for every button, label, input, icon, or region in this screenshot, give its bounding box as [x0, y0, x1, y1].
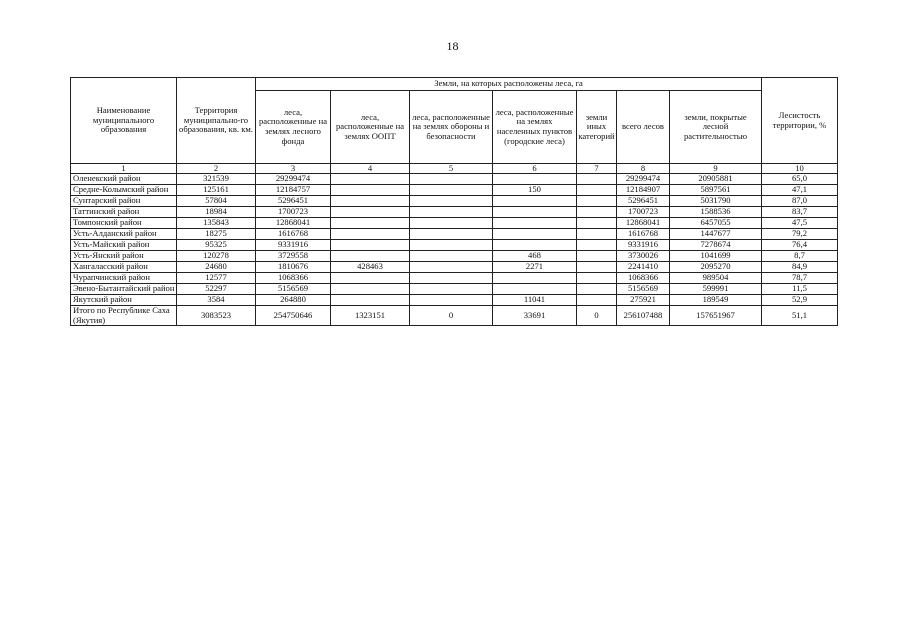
total-forest-cell: 12868041	[617, 218, 670, 229]
forest-fund-cell: 264880	[256, 295, 331, 306]
total-forest-cell: 1616768	[617, 229, 670, 240]
column-number: 6	[493, 164, 577, 174]
forest-cover-cell: 8,7	[762, 251, 838, 262]
forest-fund-cell: 1068366	[256, 273, 331, 284]
forest-cover-cell: 47,5	[762, 218, 838, 229]
settlements-cell	[493, 196, 577, 207]
territory-cell: 57804	[177, 196, 256, 207]
district-name-cell: Томпонский район	[71, 218, 177, 229]
forest-fund-cell: 1700723	[256, 207, 331, 218]
table-row	[71, 295, 838, 306]
table-row	[71, 273, 838, 284]
header-forest-cover: Лесистость территории, %	[762, 78, 838, 164]
defense-cell	[410, 251, 493, 262]
covered-area-cell: 2095270	[670, 262, 762, 273]
forest-cover-cell: 78,7	[762, 273, 838, 284]
defense-cell	[410, 218, 493, 229]
other-category-cell	[577, 262, 617, 273]
column-number: 10	[762, 164, 838, 174]
district-name-cell: Усть-Майский район	[71, 240, 177, 251]
territory-cell: 125161	[177, 185, 256, 196]
forest-fund-cell: 12184757	[256, 185, 331, 196]
table-row	[71, 240, 838, 251]
settlements-cell	[493, 273, 577, 284]
defense-cell	[410, 207, 493, 218]
district-name-cell: Итого по Республике Саха (Якутия)	[71, 306, 177, 326]
covered-area-cell: 1447677	[670, 229, 762, 240]
district-name-cell: Оленекский район	[71, 174, 177, 185]
covered-area-cell: 1588536	[670, 207, 762, 218]
total-forest-cell: 2241410	[617, 262, 670, 273]
table-row	[71, 196, 838, 207]
header-covered: земли, покрытые лесной растительностью	[670, 91, 762, 164]
district-name-cell: Хангаласский район	[71, 262, 177, 273]
territory-cell: 18275	[177, 229, 256, 240]
oopt-cell: 1323151	[331, 306, 410, 326]
covered-area-cell: 5897561	[670, 185, 762, 196]
territory-cell: 12577	[177, 273, 256, 284]
table-row	[71, 284, 838, 295]
covered-area-cell: 20905881	[670, 174, 762, 185]
territory-cell: 135843	[177, 218, 256, 229]
defense-cell	[410, 229, 493, 240]
other-category-cell	[577, 229, 617, 240]
oopt-cell	[331, 229, 410, 240]
covered-area-cell: 599991	[670, 284, 762, 295]
header-other: земли иных категорий	[577, 91, 617, 164]
covered-area-cell: 7278674	[670, 240, 762, 251]
column-number: 8	[617, 164, 670, 174]
oopt-cell	[331, 185, 410, 196]
column-number-row	[71, 164, 838, 174]
territory-cell: 321539	[177, 174, 256, 185]
oopt-cell	[331, 218, 410, 229]
total-forest-cell: 5156569	[617, 284, 670, 295]
table-row	[71, 262, 838, 273]
header-settlements: леса, расположенные на землях населенных пунктов (городские леса)	[493, 91, 577, 164]
column-number: 4	[331, 164, 410, 174]
territory-cell: 24680	[177, 262, 256, 273]
forest-cover-cell: 83,7	[762, 207, 838, 218]
other-category-cell	[577, 207, 617, 218]
territory-cell: 52297	[177, 284, 256, 295]
total-forest-cell: 29299474	[617, 174, 670, 185]
table-row	[71, 185, 838, 196]
other-category-cell	[577, 251, 617, 262]
forest-cover-cell: 65,0	[762, 174, 838, 185]
district-name-cell: Чурапчинский район	[71, 273, 177, 284]
settlements-cell: 468	[493, 251, 577, 262]
other-category-cell	[577, 273, 617, 284]
district-name-cell: Сунтарский район	[71, 196, 177, 207]
covered-area-cell: 157651967	[670, 306, 762, 326]
header-name: Наименование муниципального образования	[71, 78, 177, 164]
forest-cover-cell: 11,5	[762, 284, 838, 295]
territory-cell: 95325	[177, 240, 256, 251]
other-category-cell	[577, 196, 617, 207]
column-number: 3	[256, 164, 331, 174]
oopt-cell	[331, 295, 410, 306]
column-number: 9	[670, 164, 762, 174]
other-category-cell: 0	[577, 306, 617, 326]
district-name-cell: Таттинский район	[71, 207, 177, 218]
forest-fund-cell: 9331916	[256, 240, 331, 251]
oopt-cell	[331, 174, 410, 185]
oopt-cell	[331, 273, 410, 284]
other-category-cell	[577, 174, 617, 185]
total-forest-cell: 1700723	[617, 207, 670, 218]
forest-fund-cell: 5296451	[256, 196, 331, 207]
settlements-cell	[493, 240, 577, 251]
table-row	[71, 174, 838, 185]
other-category-cell	[577, 185, 617, 196]
forest-cover-cell: 76,4	[762, 240, 838, 251]
table-row	[71, 207, 838, 218]
defense-cell	[410, 174, 493, 185]
district-name-cell: Якутский район	[71, 295, 177, 306]
header-forest-fund: леса, расположенные на землях лесного фонда	[256, 91, 331, 164]
forest-cover-cell: 87,0	[762, 196, 838, 207]
forest-fund-cell: 1810676	[256, 262, 331, 273]
oopt-cell: 428463	[331, 262, 410, 273]
defense-cell	[410, 240, 493, 251]
oopt-cell	[331, 240, 410, 251]
defense-cell	[410, 262, 493, 273]
total-forest-cell: 5296451	[617, 196, 670, 207]
territory-cell: 120278	[177, 251, 256, 262]
total-forest-cell: 3730026	[617, 251, 670, 262]
covered-area-cell: 189549	[670, 295, 762, 306]
settlements-cell	[493, 229, 577, 240]
column-number: 2	[177, 164, 256, 174]
district-name-cell: Средне-Колымский район	[71, 185, 177, 196]
settlements-cell: 11041	[493, 295, 577, 306]
covered-area-cell: 1041699	[670, 251, 762, 262]
header-defense: леса, расположенные на землях обороны и безопасности	[410, 91, 493, 164]
column-number: 7	[577, 164, 617, 174]
defense-cell	[410, 185, 493, 196]
other-category-cell	[577, 284, 617, 295]
forest-fund-cell: 254750646	[256, 306, 331, 326]
forest-cover-cell: 84,9	[762, 262, 838, 273]
forest-fund-cell: 1616768	[256, 229, 331, 240]
defense-cell: 0	[410, 306, 493, 326]
settlements-cell: 33691	[493, 306, 577, 326]
table-row	[71, 251, 838, 262]
column-number: 1	[71, 164, 177, 174]
total-forest-cell: 9331916	[617, 240, 670, 251]
defense-cell	[410, 295, 493, 306]
forest-fund-cell: 3729558	[256, 251, 331, 262]
other-category-cell	[577, 240, 617, 251]
covered-area-cell: 989504	[670, 273, 762, 284]
total-forest-cell: 275921	[617, 295, 670, 306]
defense-cell	[410, 273, 493, 284]
column-number: 5	[410, 164, 493, 174]
settlements-cell: 150	[493, 185, 577, 196]
district-name-cell: Усть-Алданский район	[71, 229, 177, 240]
settlements-cell	[493, 218, 577, 229]
total-forest-cell: 256107488	[617, 306, 670, 326]
district-name-cell: Эвено-Бытантайский район	[71, 284, 177, 295]
forest-cover-cell: 47,1	[762, 185, 838, 196]
defense-cell	[410, 284, 493, 295]
oopt-cell	[331, 196, 410, 207]
header-total: всего лесов	[617, 91, 670, 164]
defense-cell	[410, 196, 493, 207]
other-category-cell	[577, 218, 617, 229]
other-category-cell	[577, 295, 617, 306]
forest-fund-cell: 12868041	[256, 218, 331, 229]
header-territory: Территория муниципально-го образования, кв. км.	[177, 78, 256, 164]
table-row	[71, 218, 838, 229]
total-forest-cell: 1068366	[617, 273, 670, 284]
settlements-cell	[493, 174, 577, 185]
total-forest-cell: 12184907	[617, 185, 670, 196]
forest-fund-cell: 5156569	[256, 284, 331, 295]
oopt-cell	[331, 207, 410, 218]
forest-cover-cell: 51,1	[762, 306, 838, 326]
total-row	[71, 306, 838, 326]
territory-cell: 18984	[177, 207, 256, 218]
settlements-cell: 2271	[493, 262, 577, 273]
district-name-cell: Усть-Янский район	[71, 251, 177, 262]
table-body	[71, 174, 838, 326]
covered-area-cell: 6457055	[670, 218, 762, 229]
forest-land-table	[70, 77, 838, 326]
oopt-cell	[331, 251, 410, 262]
page-number: 18	[446, 39, 459, 53]
forest-cover-cell: 52,9	[762, 295, 838, 306]
territory-cell: 3584	[177, 295, 256, 306]
forest-fund-cell: 29299474	[256, 174, 331, 185]
settlements-cell	[493, 284, 577, 295]
forest-cover-cell: 79,2	[762, 229, 838, 240]
header-group-forest-lands: Земли, на которых расположены леса, га	[256, 78, 762, 91]
oopt-cell	[331, 284, 410, 295]
settlements-cell	[493, 207, 577, 218]
header-oopt: леса, расположенные на землях ООПТ	[331, 91, 410, 164]
table-row	[71, 229, 838, 240]
territory-cell: 3083523	[177, 306, 256, 326]
covered-area-cell: 5031790	[670, 196, 762, 207]
